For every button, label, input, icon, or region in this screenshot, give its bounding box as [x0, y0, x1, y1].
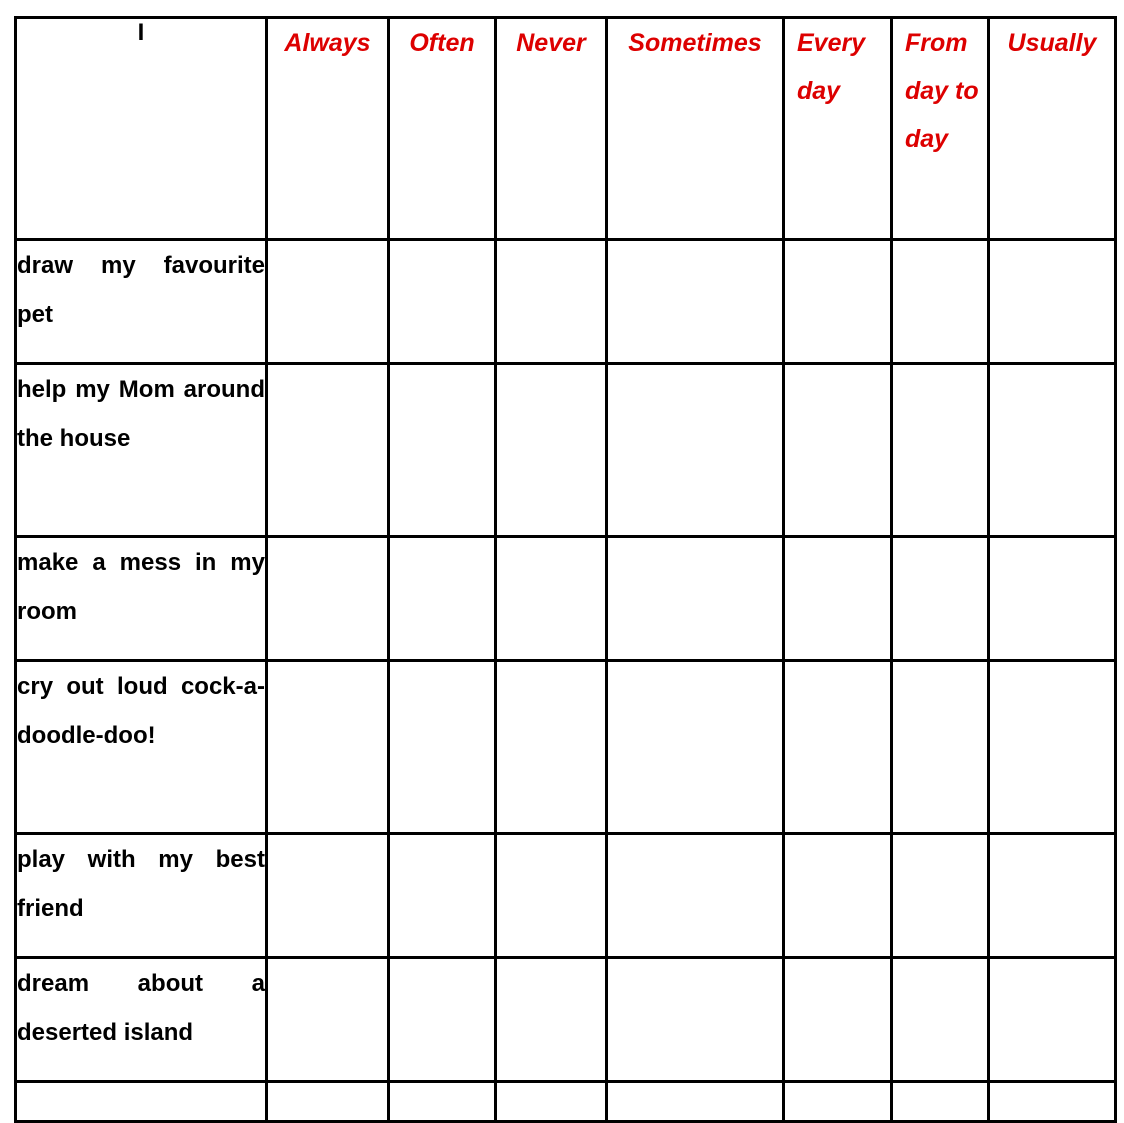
answer-cell[interactable] — [989, 661, 1116, 834]
answer-cell[interactable] — [389, 1082, 496, 1122]
answer-cell[interactable] — [607, 958, 784, 1082]
answer-cell[interactable] — [496, 240, 607, 364]
answer-cell[interactable] — [389, 537, 496, 661]
answer-cell[interactable] — [989, 364, 1116, 537]
answer-cell[interactable] — [989, 834, 1116, 958]
table-row — [16, 958, 1116, 1082]
answer-cell[interactable] — [267, 958, 389, 1082]
answer-cell[interactable] — [607, 364, 784, 537]
answer-cell[interactable] — [784, 661, 892, 834]
activity-draw-pet: draw my favourite pet — [16, 240, 267, 364]
answer-cell[interactable] — [784, 958, 892, 1082]
answer-cell[interactable] — [389, 958, 496, 1082]
header-sometimes: Sometimes — [607, 18, 784, 240]
answer-cell[interactable] — [892, 834, 989, 958]
answer-cell[interactable] — [784, 537, 892, 661]
answer-cell[interactable] — [892, 537, 989, 661]
answer-cell[interactable] — [607, 661, 784, 834]
table-row-partial — [16, 1082, 1116, 1122]
answer-cell[interactable] — [267, 834, 389, 958]
answer-cell[interactable] — [267, 661, 389, 834]
activity-dream-island: dream about a deserted island — [16, 958, 267, 1082]
answer-cell[interactable] — [267, 537, 389, 661]
answer-cell[interactable] — [989, 240, 1116, 364]
answer-cell[interactable] — [389, 240, 496, 364]
table-row — [16, 240, 1116, 364]
answer-cell[interactable] — [496, 364, 607, 537]
answer-cell[interactable] — [607, 240, 784, 364]
activity-play-friend: play with my best friend — [16, 834, 267, 958]
header-from-day-to-day: From day to day — [892, 18, 989, 240]
activity-make-mess: make a mess in my room — [16, 537, 267, 661]
activity-cry-out-loud: cry out loud cock-a-doodle-doo! — [16, 661, 267, 834]
answer-cell[interactable] — [989, 1082, 1116, 1122]
answer-cell[interactable] — [989, 537, 1116, 661]
answer-cell[interactable] — [496, 1082, 607, 1122]
answer-cell[interactable] — [267, 364, 389, 537]
answer-cell[interactable] — [607, 537, 784, 661]
header-every-day: Every day — [784, 18, 892, 240]
answer-cell[interactable] — [496, 834, 607, 958]
answer-cell[interactable] — [892, 661, 989, 834]
answer-cell[interactable] — [892, 958, 989, 1082]
corner-header: I — [16, 18, 267, 240]
header-always: Always — [267, 18, 389, 240]
answer-cell[interactable] — [496, 958, 607, 1082]
answer-cell[interactable] — [892, 240, 989, 364]
table-row — [16, 661, 1116, 834]
answer-cell[interactable] — [496, 661, 607, 834]
activity-help-mom: help my Mom around the house — [16, 364, 267, 537]
table-row — [16, 364, 1116, 537]
answer-cell[interactable] — [389, 661, 496, 834]
answer-cell[interactable] — [892, 364, 989, 537]
answer-cell[interactable] — [892, 1082, 989, 1122]
table-row — [16, 537, 1116, 661]
answer-cell[interactable] — [267, 240, 389, 364]
header-usually: Usually — [989, 18, 1116, 240]
header-never: Never — [496, 18, 607, 240]
answer-cell[interactable] — [16, 1082, 267, 1122]
answer-cell[interactable] — [496, 537, 607, 661]
answer-cell[interactable] — [389, 834, 496, 958]
answer-cell[interactable] — [607, 1082, 784, 1122]
header-often: Often — [389, 18, 496, 240]
answer-cell[interactable] — [607, 834, 784, 958]
frequency-table — [14, 16, 1117, 1123]
answer-cell[interactable] — [267, 1082, 389, 1122]
answer-cell[interactable] — [784, 1082, 892, 1122]
header-row — [16, 18, 1116, 240]
table-row — [16, 834, 1116, 958]
answer-cell[interactable] — [989, 958, 1116, 1082]
answer-cell[interactable] — [784, 834, 892, 958]
answer-cell[interactable] — [784, 364, 892, 537]
answer-cell[interactable] — [389, 364, 496, 537]
answer-cell[interactable] — [784, 240, 892, 364]
